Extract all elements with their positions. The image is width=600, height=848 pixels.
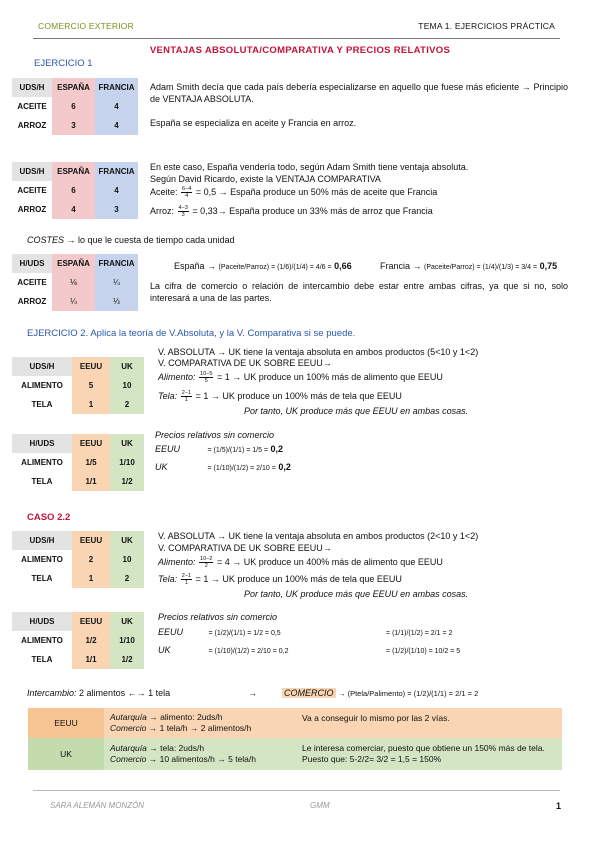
ej1-paragraph-1: Adam Smith decía que cada país debería especializarse en aquello que fuese más eficiente → Principio de VENTAJA ABSOLUTA. (150, 82, 568, 104)
conclusion-cell: Va a conseguir lo mismo por las 2 vías. (302, 713, 450, 723)
table-cell: 1/2 (110, 650, 144, 669)
autarquia-label: Autarquía (110, 712, 147, 722)
espana-result: 0,66 (334, 261, 352, 271)
table-header-row (12, 78, 138, 97)
table-row (28, 738, 562, 770)
caso-conclusion: Por tanto, UK produce más que EEUU en ambas cosas. (244, 589, 469, 599)
table-row (12, 200, 138, 219)
table-header-cell: ESPAÑA (52, 254, 95, 273)
costes-text: → lo que le cuesta de tiempo cada unidad (66, 235, 235, 245)
fraction-numerator: 2−1 (181, 573, 192, 579)
ej2-table1 (12, 357, 144, 414)
table-header-cell: FRANCIA (95, 254, 138, 273)
table-cell: 1/1 (72, 472, 110, 491)
fraction-numerator: 10−5 (200, 371, 213, 377)
country-cell: UK (28, 738, 104, 770)
main-title: VENTAJAS ABSOLUTA/COMPARATIVA Y PRECIOS RELATIVOS (149, 45, 451, 56)
intercambio-line (27, 688, 170, 700)
table-cell: 1/2 (72, 631, 110, 650)
table-cell: ¼ (95, 273, 138, 292)
alimento-fraction (199, 556, 213, 569)
table-row (12, 472, 144, 491)
row-header: ARROZ (17, 121, 47, 130)
table-header-cell: H/UDS (12, 434, 72, 453)
table-cell: ⅓ (95, 292, 138, 311)
table-cell: ⅙ (52, 273, 95, 292)
autarquia-label: Autarquía (110, 743, 147, 753)
comercio-expression: → (Ptela/Palimento) = (1/2)/(1/1) = 2/1 = 2 (338, 689, 479, 698)
fraction-denominator: 5 (204, 378, 208, 384)
autarquia-comercio-cell (104, 708, 296, 738)
francia-expression: (Paceite/Parroz) = (1/4)/(1/3) = 3/4 = (424, 264, 538, 271)
table-cell: 2 (110, 569, 144, 588)
table-header-cell: UK (110, 357, 144, 376)
table-header-cell: UK (110, 612, 144, 631)
row-header: ALIMENTO (21, 636, 63, 645)
table-header-row (12, 612, 144, 631)
espana-expression: (Paceite/Parroz) = (1/6)/(1/4) = 4/6 = (218, 264, 332, 271)
table-cell: 6 (52, 97, 95, 116)
table-cell: 1/1 (72, 650, 110, 669)
table-row (12, 292, 138, 311)
fraction-numerator: 10−2 (200, 556, 213, 562)
ej2-line-1: V. ABSOLUTA → UK tiene la ventaja absoluta en ambos productos (5<10 y 1<2) (158, 347, 479, 357)
uk-result-1: = (1/10)/(1/2) = 2/10 = 0,2 (208, 648, 289, 655)
table-cell: 3 (52, 116, 95, 135)
uk-expression: = (1/10)/(1/2) = 2/10 = (207, 465, 276, 472)
table-header-cell: UK (110, 531, 144, 550)
ej1-arroz-line (150, 205, 433, 218)
caso-alimento-line (158, 556, 443, 569)
table-cell: 2 (110, 395, 144, 414)
table-cell: 1/10 (110, 631, 144, 650)
eeuu-result-2: = (1/1)/(1/2) = 2/1 = 2 (386, 630, 453, 637)
arroz-fraction (178, 205, 189, 218)
uk-label: UK (158, 645, 171, 655)
header-rule (33, 38, 560, 39)
autarquia-line (110, 743, 290, 754)
table-header-cell: H/UDS (12, 254, 52, 273)
intercambio-label: Intercambio: (27, 688, 77, 698)
fraction-numerator: 6−4 (182, 186, 192, 192)
costes-line (27, 235, 235, 247)
conclusion-cell: Le interesa comerciar, puesto que obtiene un 150% más de tela. Puesto que: 5-2/2= 3/2 = 1,5 = 150% (302, 743, 545, 764)
ej2-line-2: V. COMPARATIVA DE UK SOBRE EEUU→ (158, 358, 332, 368)
ej2-conclusion: Por tanto, UK produce más que EEUU en ambas cosas. (244, 406, 469, 416)
ej2-table2 (12, 434, 144, 491)
table-row (12, 550, 144, 569)
table-row (12, 631, 144, 650)
aceite-result: = 0,5 → España produce un 50% más de aceite que Francia (195, 186, 438, 197)
tela-result: = 1 → UK produce un 100% más de tela que EEUU (195, 573, 402, 584)
table-cell: 6 (52, 181, 95, 200)
comercio-text: → 1 tela/h → 2 alimentos/h (148, 723, 252, 733)
table-header-row (12, 357, 144, 376)
table-cell: 4 (95, 181, 138, 200)
table-cell: 4 (52, 200, 95, 219)
row-header: ARROZ (17, 297, 47, 306)
table-header-row (12, 434, 144, 453)
table-cell: 10 (110, 550, 144, 569)
table-row (12, 395, 144, 414)
footer-rule (33, 790, 560, 791)
table-header-cell: EEUU (72, 357, 110, 376)
caso-line-1: V. ABSOLUTA → UK tiene la ventaja absoluta en ambos productos (2<10 y 1<2) (158, 531, 479, 541)
fraction-denominator: 2 (204, 563, 208, 569)
intercambio-text: 2 alimentos ←→ 1 tela (79, 688, 171, 698)
table-header-cell: ESPAÑA (52, 78, 95, 97)
alimento-label: Alimento: (158, 371, 196, 382)
table-row (12, 116, 138, 135)
table-header-cell: H/UDS (12, 612, 72, 631)
caso-precio-uk (158, 645, 460, 658)
ej1-table1 (12, 78, 138, 135)
table-cell: 4 (95, 97, 138, 116)
fraction-denominator: 1 (184, 580, 188, 586)
table-cell: 10 (110, 376, 144, 395)
table-row (12, 273, 138, 292)
uk-label: UK (155, 462, 168, 472)
row-header: ARROZ (17, 205, 47, 214)
alimento-result: = 1 → UK produce un 100% más de alimento que EEUU (216, 371, 443, 382)
caso-line-2: V. COMPARATIVA DE UK SOBRE EEUU→ (158, 543, 332, 553)
ej1-paragraph-4: Según David Ricardo, existe la VENTAJA COMPARATIVA (150, 174, 381, 184)
ej1-paragraph-3: En este caso, España vendería todo, según Adam Smith tiene ventaja absoluta. (150, 162, 469, 172)
alimento-fraction (199, 371, 213, 384)
eeuu-result-1: = (1/2)/(1/1) = 1/2 = 0,5 (208, 630, 281, 637)
ejercicio1-label: EJERCICIO 1 (34, 58, 93, 69)
uk-result: 0,2 (278, 462, 291, 472)
table-cell: 1/10 (110, 453, 144, 472)
table-header-cell: FRANCIA (95, 78, 138, 97)
aceite-fraction (181, 186, 192, 199)
table-header-row (12, 531, 144, 550)
comercio-line (110, 754, 290, 765)
table-cell: 5 (72, 376, 110, 395)
tela-result: = 1 → UK produce un 100% más de tela que EEUU (195, 390, 402, 401)
table-cell: 3 (95, 200, 138, 219)
ej1-table3 (12, 254, 138, 311)
costes-label: COSTES (27, 235, 65, 245)
eeuu-expression: = (1/5)/(1/1) = 1/5 = (207, 447, 269, 454)
autarquia-text: → alimento: 2uds/h (149, 712, 223, 722)
table-header-cell: EEUU (72, 612, 110, 631)
tela-label: Tela: (158, 390, 178, 401)
ej2-precio-eeuu (155, 444, 283, 457)
row-header: TELA (31, 400, 53, 409)
ej2-precio-uk (155, 462, 291, 475)
fraction-denominator: 3 (181, 212, 185, 218)
fraction-denominator: 1 (184, 397, 188, 403)
row-header: ACEITE (17, 186, 47, 195)
table-header-cell: EEUU (72, 434, 110, 453)
row-header: TELA (31, 574, 53, 583)
alimento-result: = 4 → UK produce un 400% más de alimento que EEUU (216, 556, 443, 567)
francia-price-line (380, 261, 557, 274)
francia-label: Francia → (380, 261, 422, 271)
espana-label: España → (174, 261, 217, 271)
ej1-paragraph-2: España se especializa en aceite y Francia en arroz. (150, 118, 357, 128)
fraction-numerator: 4−3 (178, 205, 188, 211)
table-header-cell: ESPAÑA (52, 162, 95, 181)
country-cell: EEUU (28, 708, 104, 738)
comercio-label: COMERCIO (284, 688, 334, 698)
ej2-tela-line (158, 390, 402, 403)
footer-author: SARA ALEMÁN MONZÓN (50, 801, 145, 810)
francia-result: 0,75 (539, 261, 558, 271)
caso-precios-title: Precios relativos sin comercio (158, 612, 278, 622)
table-header-cell: UK (110, 434, 144, 453)
caso-tela-line (158, 573, 402, 586)
table-header-cell: UDS/H (12, 357, 72, 376)
comercio-label: Comercio (110, 754, 147, 764)
table-cell: 4 (95, 116, 138, 135)
table-cell: 1/5 (72, 453, 110, 472)
arroz-label: Arroz: (150, 205, 175, 216)
caso22-label: CASO 2.2 (27, 512, 71, 523)
page-number: 1 (556, 801, 562, 811)
autarquia-text: → tela: 2uds/h (149, 743, 205, 753)
header-left: COMERCIO EXTERIOR (38, 21, 134, 31)
table-header-cell: EEUU (72, 531, 110, 550)
table-cell: 1/2 (110, 472, 144, 491)
table-header-row (12, 162, 138, 181)
autarquia-comercio-cell (104, 738, 296, 770)
espana-price-line (174, 261, 352, 274)
row-header: ALIMENTO (21, 555, 63, 564)
table-row (12, 569, 144, 588)
table-header-cell: UDS/H (12, 78, 52, 97)
eeuu-result: 0,2 (270, 444, 284, 454)
comercio-line (110, 723, 290, 734)
table-row (28, 708, 562, 738)
table-row (12, 650, 144, 669)
row-header: TELA (31, 655, 53, 664)
ej1-paragraph-5: La cifra de comercio o relación de intercambio debe estar entre ambas cifras, ya que si no, solo interesará a una de las partes. (150, 281, 568, 303)
caso-table1 (12, 531, 144, 588)
intercambio-arrow: → (248, 688, 257, 698)
fraction-denominator: 4 (185, 193, 189, 199)
row-header: ALIMENTO (21, 458, 63, 467)
table-header-cell: UDS/H (12, 162, 52, 181)
fraction-numerator: 2−1 (181, 390, 192, 396)
table-row (12, 97, 138, 116)
row-header: TELA (31, 477, 53, 486)
arroz-result: = 0,33→ España produce un 33% más de arroz que Francia (192, 205, 433, 216)
ej1-table2 (12, 162, 138, 219)
row-header: ALIMENTO (21, 381, 63, 390)
tela-fraction (181, 390, 192, 403)
table-row (12, 376, 144, 395)
table-header-cell: UDS/H (12, 531, 72, 550)
header-right: TEMA 1. EJERCICIOS PRÁCTICA (418, 21, 555, 31)
aceite-label: Aceite: (150, 186, 178, 197)
table-header-row (12, 254, 138, 273)
caso-table2 (12, 612, 144, 669)
table-cell: 2 (72, 550, 110, 569)
eeuu-label: EEUU (158, 627, 184, 637)
table-cell: 1 (72, 569, 110, 588)
ej2-precios-title: Precios relativos sin comercio (155, 430, 275, 440)
caso-precio-eeuu (158, 627, 452, 640)
comercio-label: Comercio (110, 723, 147, 733)
comercio-line (282, 688, 478, 700)
row-header: ACEITE (17, 102, 47, 111)
tela-label: Tela: (158, 573, 178, 584)
table-row (12, 453, 144, 472)
ej1-aceite-line (150, 186, 437, 199)
table-cell: 1 (72, 395, 110, 414)
uk-result-2: = (1/2)/(1/10) = 10/2 = 5 (386, 648, 461, 655)
tela-fraction (181, 573, 192, 586)
comercio-text: → 10 alimentos/h → 5 tela/h (148, 754, 257, 764)
table-row (12, 181, 138, 200)
table-header-cell: FRANCIA (95, 162, 138, 181)
table-cell: ¼ (52, 292, 95, 311)
row-header: ACEITE (17, 278, 47, 287)
summary-table (28, 708, 562, 770)
alimento-label: Alimento: (158, 556, 196, 567)
ejercicio2-label: EJERCICIO 2. Aplica la teoría de V.Absoluta, y la V. Comparativa si se puede. (27, 328, 356, 339)
eeuu-label: EEUU (155, 444, 181, 454)
ej2-alimento-line (158, 371, 443, 384)
autarquia-line (110, 712, 290, 723)
footer-center: GMM (310, 801, 330, 810)
